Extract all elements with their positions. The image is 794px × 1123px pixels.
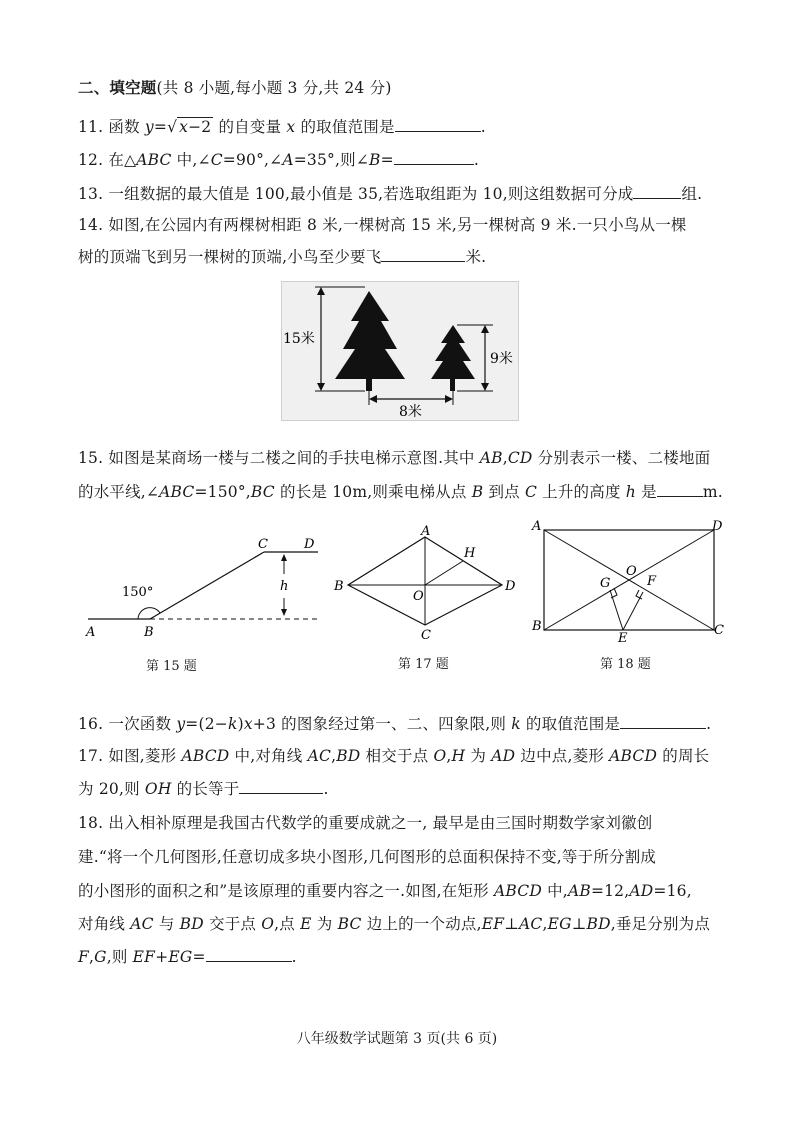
question-11: 11. 函数 y=√ x−2 的自变量 x 的取值范围是 . <box>78 118 486 136</box>
distance-label: 8米 <box>399 404 422 420</box>
short-tree-height-label: 9米 <box>490 351 513 367</box>
section-title: 二、填空题 <box>78 78 157 97</box>
answer-blank-18[interactable] <box>206 947 292 962</box>
question-15-line-1: 15. 如图是某商场一楼与二楼之间的手扶电梯示意图.其中 AB,CD 分别表示一楼、二楼地面 <box>78 449 711 467</box>
question-13: 13. 一组数据的最大值是 100,最小值是 35,若选取组距为 10,则这组数据可分成 组. <box>78 185 703 203</box>
angle-arc <box>138 608 160 619</box>
section-note: (共 8 小题,每小题 3 分,共 24 分) <box>156 79 392 97</box>
point-e-label: E <box>618 631 628 643</box>
question-14-line-2: 树的顶端飞到另一棵树的顶端,小鸟至少要飞 米. <box>78 248 487 266</box>
question-18-line-3: 的小图形的面积之和”是该原理的重要内容之一.如图,在矩形 ABCD 中,AB=12,AD=16, <box>78 882 692 900</box>
tree-figure <box>281 281 519 421</box>
arrowhead-down-icon <box>281 609 287 616</box>
question-14-line-1: 14. 如图,在公园内有两棵树相距 8 米,一棵树高 15 米,另一棵树高 9 米.一只小鸟从一棵 <box>78 216 687 234</box>
section-header <box>78 76 392 98</box>
question-18-line-5: F,G,则 EF+EG= . <box>78 948 297 966</box>
point-c-label: C <box>258 537 268 552</box>
question-17-line-1: 17. 如图,菱形 ABCD 中,对角线 AC,BD 相交于点 O,H 为 AD 边中点,菱形 ABCD 的周长 <box>78 747 710 765</box>
answer-blank-14[interactable] <box>381 247 465 262</box>
point-g-label: G <box>600 576 611 591</box>
point-c-label: C <box>421 628 431 643</box>
point-a-label: A <box>421 525 431 539</box>
arrowhead-up-icon <box>281 554 287 561</box>
point-d-label: D <box>304 537 315 552</box>
figure-17-caption: 第 17 题 <box>398 657 449 672</box>
point-o-label: O <box>413 589 424 604</box>
question-17-line-2: 为 20,则 OH 的长等于 . <box>78 780 329 798</box>
question-18-line-1: 18. 出入相补原理是我国古代数学的重要成就之一, 最早是由三国时期数学家刘徽创 <box>78 814 653 832</box>
point-b-label: B <box>532 619 542 634</box>
right-angle-mark-f <box>636 590 642 599</box>
question-15-line-2: 的水平线,∠ABC=150°,BC 的长是 10m,则乘电梯从点 B 到点 C 上升的高度 h 是 m. <box>78 483 723 501</box>
point-d-label: D <box>505 579 516 594</box>
point-a-label: A <box>532 519 542 534</box>
point-b-label: B <box>144 625 154 640</box>
escalator-line-bc <box>150 552 264 619</box>
answer-blank-12[interactable] <box>394 150 474 165</box>
segment-eg <box>610 590 623 630</box>
question-12: 12. 在△ABC 中,∠C=90°,∠A=35°,则∠B= . <box>78 151 479 169</box>
figure-background <box>282 282 519 421</box>
point-d-label: D <box>712 519 723 534</box>
point-o-label: O <box>626 564 637 579</box>
tall-tree-height-label: 15米 <box>283 331 315 347</box>
question-18-line-2: 建.“将一个几何图形,任意切成多块小图形,几何图形的总面积保持不变,等于所分割成 <box>78 848 657 866</box>
height-label-h: h <box>280 579 289 594</box>
angle-label: 150° <box>122 585 154 600</box>
sqrt-sign: √ <box>167 118 178 136</box>
answer-blank-15[interactable] <box>657 482 703 497</box>
question-16: 16. 一次函数 y=(2−k)x+3 的图象经过第一、二、四象限,则 k 的取值范围是 . <box>78 715 712 733</box>
figure-18-rectangle <box>528 518 728 643</box>
answer-blank-17[interactable] <box>239 779 323 794</box>
point-h-label: H <box>464 546 476 561</box>
point-b-label: B <box>334 579 344 594</box>
figure-18-caption: 第 18 题 <box>600 657 651 672</box>
answer-blank-16[interactable] <box>620 714 706 729</box>
question-18-line-4: 对角线 AC 与 BD 交于点 O,点 E 为 BC 边上的一个动点,EF⊥AC,EG⊥BD,垂足分别为点 <box>78 915 711 933</box>
point-f-label: F <box>647 574 657 589</box>
answer-blank-13[interactable] <box>633 184 681 199</box>
answer-blank-11[interactable] <box>395 117 481 132</box>
figure-15-caption: 第 15 题 <box>146 659 197 674</box>
point-c-label: C <box>714 623 724 638</box>
sqrt-radicand: x−2 <box>179 118 212 136</box>
figure-15-escalator <box>78 530 328 645</box>
page-footer: 八年级数学试题第 3 页(共 6 页) <box>296 1031 498 1047</box>
point-a-label: A <box>86 625 96 640</box>
segment-oh <box>425 561 463 585</box>
figure-17-rhombus <box>330 525 520 645</box>
